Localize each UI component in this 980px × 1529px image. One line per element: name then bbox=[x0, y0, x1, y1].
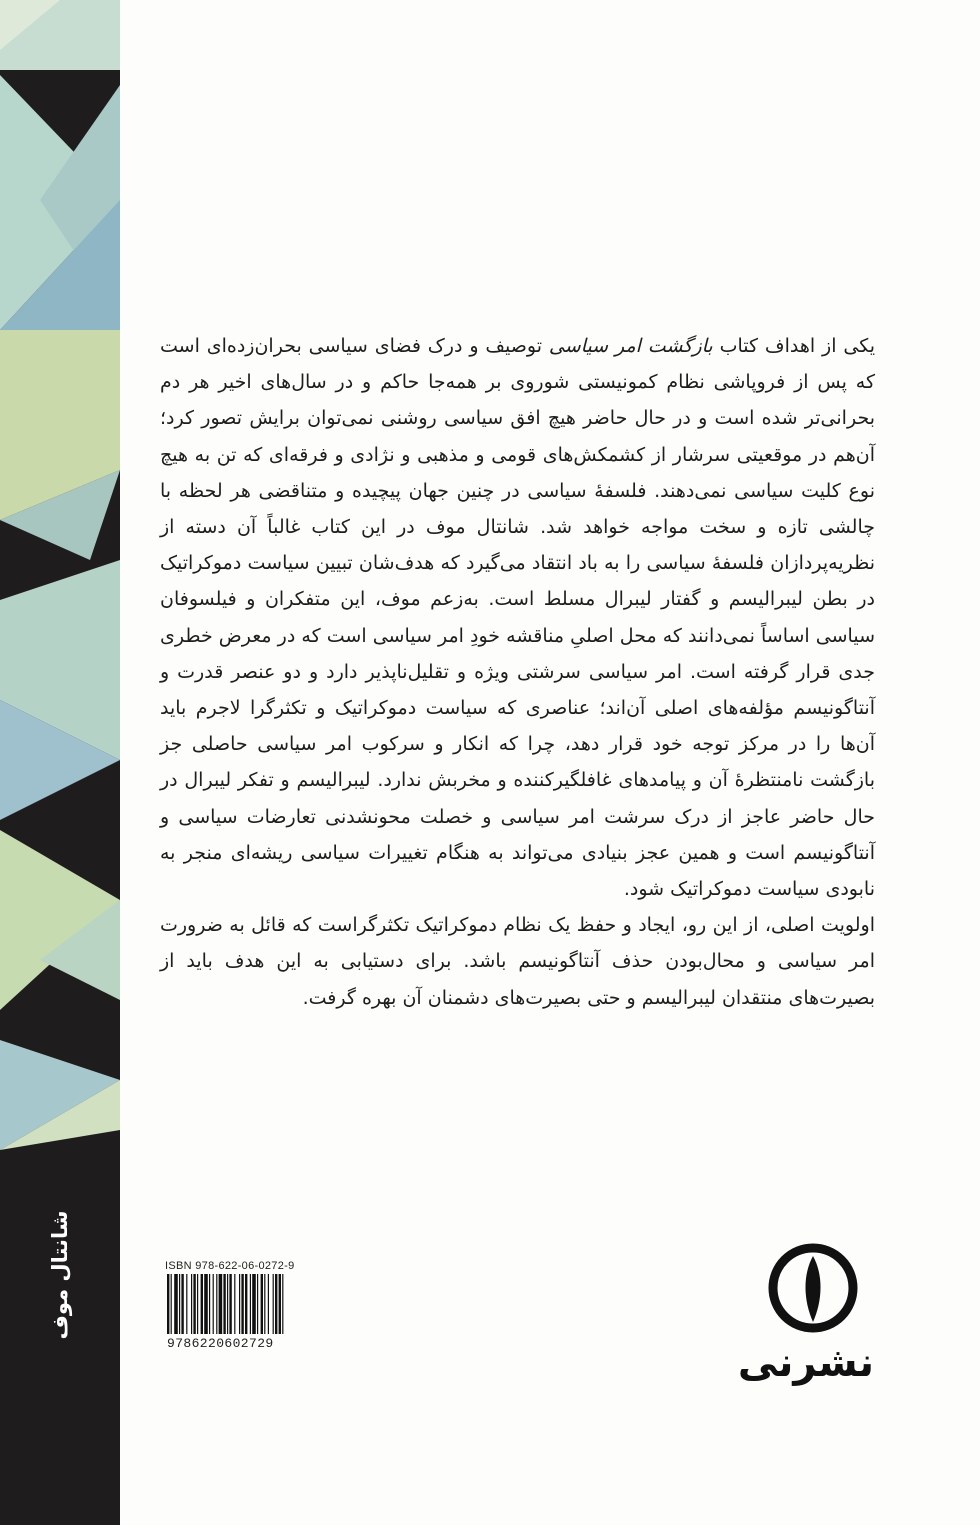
blurb-text bbox=[160, 328, 875, 1016]
blurb-paragraph-2: اولویت اصلی، از این رو، ایجاد و حفظ یک نظام دموکراتیک تکثرگراست که قائل به ضرورت امر سیاسی و محال‌بودن حذف آنتاگونیسم باشد. برای دستیابی به این هدف باید از بصیرت‌های منتقدان لیبرالیسم و حتی بصیرت‌های دشمنان آن بهره گرفت. bbox=[160, 914, 875, 1009]
para1-prefix: یکی از اهداف کتاب bbox=[712, 335, 876, 357]
isbn-barcode bbox=[165, 1260, 335, 1355]
publisher-name: نشرنی bbox=[737, 1340, 874, 1386]
spine-author-name: شانتال موف bbox=[48, 1210, 72, 1340]
isbn-label: ISBN 978-622-06-0272-9 bbox=[165, 1260, 295, 1272]
book-title-inline: بازگشت امر سیاسی bbox=[548, 335, 713, 357]
blurb-paragraph-1 bbox=[160, 328, 875, 907]
barcode-number: 9786220602729 bbox=[167, 1336, 274, 1351]
para1-rest: توصیف و درک فضای سیاسی بحران‌زده‌ای است که پس از فروپاشی نظام کمونیستی شوروی بر همه‌جا حاکم و در سال‌های اخیر هر دم بحرانی‌تر شده است و در حال حاضر هیچ افق سیاسی روشنی نمی‌توان برایش تصور کرد؛ آن‌هم در موقعیتی سرشار از کشمکش‌های قومی و مذهبی و نژادی و فرقه‌ای که تن به هیچ نوع کلیت سیاسی نمی‌دهند. فلسفهٔ سیاسی در چنین جهان پیچیده و متناقضی هر لحظه با چالشی تازه و سخت مواجه خواهد شد. شانتال موف در این کتاب غالباً آن دسته از نظریه‌پردازان فلسفهٔ سیاسی را به باد انتقاد می‌گیرد که هدف‌شان تبیین سیاست دموکراتیک در بطن لیبرالیسم و گفتار لیبرال مسلط است. به‌زعم موف، این متفکران و فیلسوفان سیاسی اساساً نمی‌دانند که محل اصلیِ مناقشه خودِ امر سیاسی است که در معرض خطری جدی قرار گرفته است. امر سیاسی سرشتی ویژه و تقلیل‌ناپذیر دارد و دو عنصر قدرت و آنتاگونیسم مؤلفه‌های اصلی آن‌اند؛ عناصری که سیاست دموکراتیک و تکثرگرا لاجرم باید آن‌ها را در مرکز توجه خود قرار دهد، چرا که انکار و سرکوب امر سیاسی حاصلی جز بازگشت نامنتظرهٔ آن و پیامدهای غافلگیرکننده و مخربش ندارد. لیبرالیسم و تفکر لیبرال در حال حاضر عاجز از درک سرشت امر سیاسی و خصلت محونشدنی تعارضات سیاسی و آنتاگونیسم است و همین عجز بنیادی می‌تواند به هنگام تغییرات سیاسی ریشه‌ای منجر به نابودی سیاست دموکراتیک شود. bbox=[160, 335, 875, 901]
spine-panel bbox=[0, 0, 120, 1525]
barcode-bars bbox=[165, 1274, 333, 1336]
